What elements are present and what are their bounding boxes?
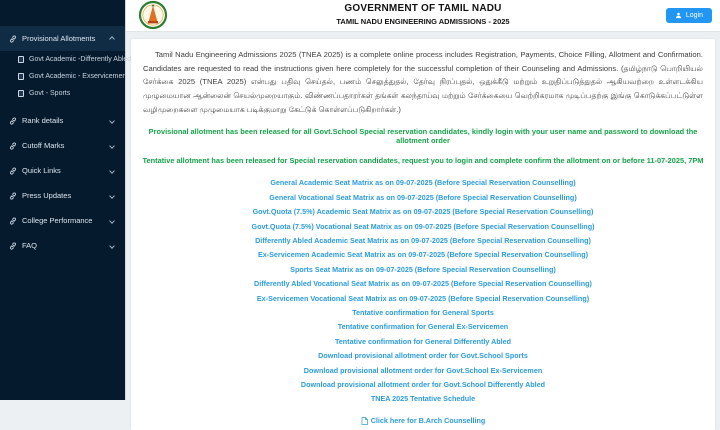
header-titles	[126, 3, 720, 26]
sidebar-item-label: Quick Links	[22, 166, 61, 175]
sidebar-subitem-govt-sports[interactable]	[0, 85, 125, 102]
link-icon	[9, 167, 17, 175]
chevron-up-icon	[109, 36, 115, 42]
notice-provisional-allotment: Provisional allotment has been released for all Govt.School Special reservation candidates, kindly login with your user name and password to download the allotment order	[148, 127, 698, 146]
link-govt-quota-vocational-seat-matrix[interactable]: Govt.Quota (7.5%) Vocational Seat Matrix as on 09-07-2025 (Before Special Reservation Counselling)	[251, 221, 595, 231]
chevron-down-icon	[109, 243, 115, 249]
sidebar-item-label: FAQ	[22, 241, 38, 250]
page-title: GOVERNMENT OF TAMIL NADU	[344, 3, 502, 14]
link-icon	[9, 35, 17, 43]
link-icon	[9, 242, 17, 250]
link-sports-seat-matrix[interactable]: Sports Seat Matrix as on 09-07-2025 (Before Special Reservation Counselling)	[290, 264, 556, 274]
intro-tamil-text: (தமிழ்நாடு பொறியியல் சேர்க்கை 2025 (TNEA 2025) என்பது பதிவு செய்தல், பணம் செலுத்துதல், தேர்வு நிரப்புதல், ஒதுக்கீடு மற்றும் உறுதிப்படுத்துதல் ஆகியவற்றை உள்ளடக்கிய முழுமையான ஆன்லைன் செயல்முறையாகும். விண்ணப்பதாரர்கள் தங்கள் கலந்தாய்வு மற்றும் சேர்க்கையை வெற்றிகரமாக முடிப்பதற்கு இங்கு கொடுக்கப்பட்டுள்ள வழிமுறைகளை முழுமையாக படிக்குமாறு கேட்டுக் கொள்ளப்படுகிறார்கள்.)	[143, 63, 703, 114]
sidebar	[0, 0, 132, 400]
sidebar-item-provisional-allotments[interactable]	[0, 26, 125, 51]
link-general-vocational-seat-matrix[interactable]: General Vocational Seat Matrix as on 09-07-2025 (Before Special Reservation Counselling)	[269, 192, 577, 202]
login-button-label: Login	[685, 12, 703, 19]
link-tnea-tentative-schedule[interactable]: TNEA 2025 Tentative Schedule	[370, 394, 476, 404]
barch-link-label: Click here for B.Arch Counselling	[370, 416, 486, 426]
link-download-allotment-govt-school-sports[interactable]: Download provisional allotment order for Govt.School Sports	[318, 351, 528, 361]
link-ex-servicemen-academic-seat-matrix[interactable]: Ex-Servicemen Academic Seat Matrix as on 09-07-2025 (Before Special Reservation Counselling)	[257, 250, 589, 260]
sidebar-item-label: Provisional Allotments	[22, 34, 96, 43]
link-download-allotment-govt-school-differently-abled[interactable]: Download provisional allotment order for Govt.School Differently Abled	[300, 379, 546, 389]
notice-tentative-allotment: Tentative allotment has been released for Special reservation candidates, request you to login and complete confirm the allotment on or before 11-07-2025, 7PM	[142, 156, 704, 166]
barch-counselling-link[interactable]	[361, 416, 486, 425]
sidebar-item-press-updates[interactable]	[0, 183, 125, 208]
sidebar-item-college-performance[interactable]	[0, 208, 125, 233]
link-govt-quota-academic-seat-matrix[interactable]: Govt.Quota (7.5%) Academic Seat Matrix as on 09-07-2025 (Before Special Reservation Counselling)	[252, 207, 594, 217]
link-tentative-confirmation-general-ex-servicemen[interactable]: Tentative confirmation for General Ex-Servicemen	[337, 322, 509, 332]
chevron-down-icon	[109, 168, 115, 174]
sidebar-item-label: Cutoff Marks	[22, 141, 65, 150]
sidebar-subitem-govt-academic-differently-abled[interactable]	[0, 51, 132, 68]
file-icon	[18, 56, 24, 63]
chevron-down-icon	[109, 193, 115, 199]
sidebar-subitem-govt-academic-exservicemen[interactable]	[0, 68, 125, 85]
barch-link-row	[141, 412, 705, 430]
intro-paragraph	[143, 48, 703, 116]
sidebar-subitem-label: Govt - Sports	[29, 90, 71, 97]
link-differently-abled-academic-seat-matrix[interactable]: Differently Abled Academic Seat Matrix as on 09-07-2025 (Before Special Reservation Counselling)	[255, 235, 591, 245]
announcement-links	[141, 176, 705, 407]
chevron-down-icon	[109, 143, 115, 149]
page-subtitle: TAMIL NADU ENGINEERING ADMISSIONS - 2025	[336, 17, 510, 26]
link-icon	[9, 192, 17, 200]
sidebar-item-rank-details[interactable]	[0, 108, 125, 133]
link-general-academic-seat-matrix[interactable]: General Academic Seat Matrix as on 09-07-2025 (Before Special Reservation Counselling)	[270, 178, 576, 188]
link-tentative-confirmation-general-differently-abled[interactable]: Tentative confirmation for General Differently Abled	[334, 336, 512, 346]
file-icon	[18, 73, 24, 80]
link-differently-abled-vocational-seat-matrix[interactable]: Differently Abled Vocational Seat Matrix as on 09-07-2025 (Before Special Reservation Counselling)	[254, 279, 592, 289]
sidebar-item-label: Press Updates	[22, 191, 72, 200]
chevron-down-icon	[109, 118, 115, 124]
link-download-allotment-govt-school-ex-servicemen[interactable]: Download provisional allotment order for Govt.School Ex-Servicemen	[303, 365, 543, 375]
link-icon	[9, 117, 17, 125]
link-icon	[9, 217, 17, 225]
sidebar-subitem-label: Govt Academic - Exservicemen	[29, 73, 127, 80]
person-icon	[675, 12, 682, 19]
sidebar-item-label: College Performance	[22, 216, 93, 225]
link-icon	[9, 142, 17, 150]
sidebar-item-quick-links[interactable]	[0, 158, 125, 183]
login-button[interactable]	[666, 8, 712, 23]
sidebar-item-label: Rank details	[22, 116, 64, 125]
link-ex-servicemen-vocational-seat-matrix[interactable]: Ex-Servicemen Vocational Seat Matrix as on 09-07-2025 (Before Special Reservation Counselling)	[256, 293, 590, 303]
intro-english-text: Tamil Nadu Engineering Admissions 2025 (TNEA 2025) is a complete online process includes Registration, Payments, Choice Filling, Allotment and Confirmation. Candidates are requested to read the instructions given here completely for the successful completion of their Counseling and Admissions.	[143, 50, 703, 73]
content-card	[131, 39, 715, 430]
document-icon	[361, 417, 368, 425]
sidebar-item-cutoff-marks[interactable]	[0, 133, 125, 158]
sidebar-item-faq[interactable]	[0, 233, 125, 258]
tamil-nadu-emblem-logo	[139, 0, 167, 31]
link-tentative-confirmation-general-sports[interactable]: Tentative confirmation for General Sports	[352, 307, 494, 317]
content-area	[126, 32, 720, 430]
sidebar-subitem-label: Govt Academic -Differently Abled	[29, 56, 132, 63]
header-bar	[126, 0, 720, 32]
chevron-down-icon	[109, 218, 115, 224]
main-area	[126, 0, 720, 426]
file-icon	[18, 90, 24, 97]
